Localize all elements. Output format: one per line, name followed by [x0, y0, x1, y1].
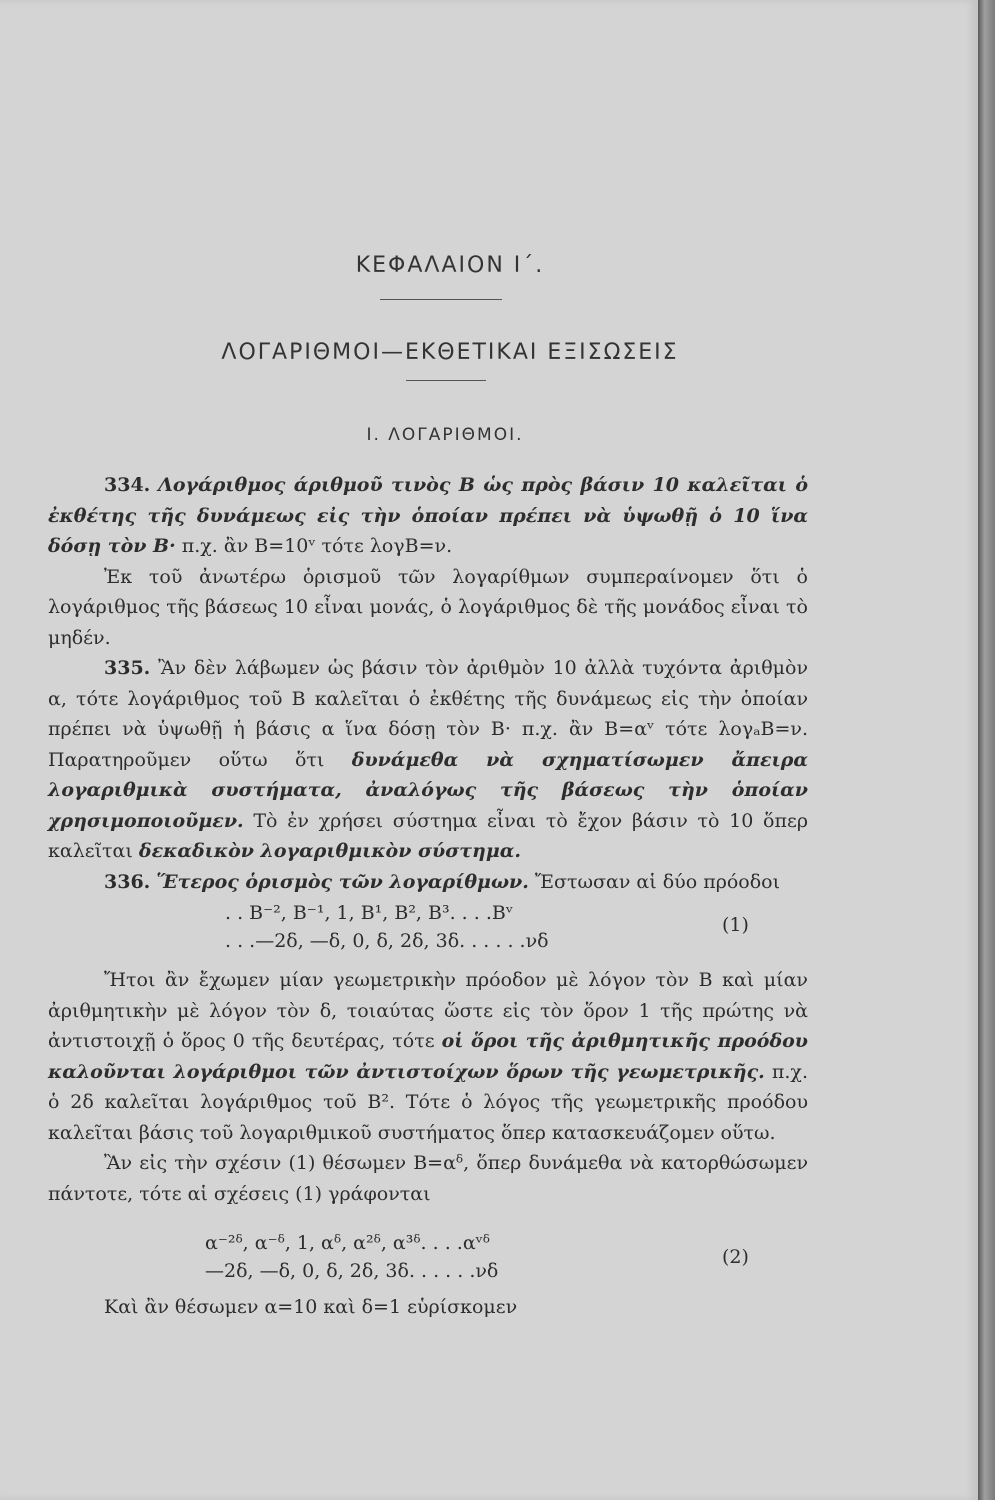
- paragraph-text: Καὶ ἂν θέσωμεν α=10 καὶ δ=1 εὑρίσκομεν: [104, 1296, 518, 1318]
- paragraph-number: 334.: [104, 474, 151, 496]
- example-text: π.χ. ἂν Β=10ᵛ τότε λογΒ=ν.: [181, 535, 453, 557]
- divider: [380, 299, 502, 300]
- equation-2-line-2: —2δ, —δ, 0, δ, 2δ, 3δ. . . . . .νδ: [205, 1260, 499, 1282]
- paragraph-text: Ἂν δὲν λάβωμεν ὡς βάσιν τὸν ἀριθμὸν 10 ἀλλὰ τυχόντα ἀριθμὸν α, τότε λογάριθμος τοῦ Β καλεῖται ὁ ἐκθέτης τῆς δυνάμεως εἰς τὴν ὁποίαν πρέπει νὰ ὑψωθῇ ἡ βάσις α ἵνα δόσῃ τὸν Β· π.χ. ἂν Β=αᵛ τότε λογₐΒ=ν. Παρατηροῦμεν οὕτω ὅτι: [48, 657, 808, 771]
- definition-text: Λογάριθμος άριθμοῦ τινὸς Β ὡς πρὸς βάσιν 10 καλεῖται ὁ ἐκθέτης τῆς δυνάμεως εἰς τὴν ὁποίαν πρέπει νὰ ὑψωθῇ ὁ 10 ἵνα δόσῃ τὸν Β·: [48, 474, 808, 557]
- emphasis-text: οἱ ὅροι τῆς ἀριθμητικῆς προόδου καλοῦνται λογάριθμοι τῶν ἀντιστοίχων ὅρων τῆς γεωμετρικῆς.: [48, 1030, 808, 1083]
- equation-1-line-2: . . .—2δ, —δ, 0, δ, 2δ, 3δ. . . . . .νδ: [225, 930, 549, 952]
- emphasis-text: Ἕτερος ὁρισμὸς τῶν λογαρίθμων.: [156, 870, 529, 893]
- paragraph-text: Ἔστωσαν αἱ δύο πρόοδοι: [534, 870, 781, 893]
- page-edge: [978, 0, 995, 1500]
- equation-1-label: (1): [722, 914, 749, 936]
- paragraph-number: 335.: [104, 657, 151, 679]
- chapter-title: ΛΟΓΑΡΙΘΜΟΙ—ΕΚΘΕΤΙΚΑΙ ΕΞΙΣΩΣΕΙΣ: [221, 340, 679, 365]
- paragraph-text: Τὸ ἐν χρήσει σύστημα εἶναι τὸ ἔχον βάσιν τὸ 10 ὅπερ καλεῖται: [48, 809, 808, 862]
- paragraph-338: Ἂν εἰς τὴν σχέσιν (1) θέσωμεν Β=αᵟ, ὅπερ δυνάμεθα νὰ κατορθώσωμεν πάντοτε, τότε αἱ σχέσεις (1) γράφονται: [48, 1152, 808, 1205]
- paragraph-text: π.χ. ὁ 2δ καλεῖται λογάριθμος τοῦ Β². Τότε ὁ λόγος τῆς γεωμετρικῆς προόδου καλεῖται βάσις τοῦ λογαριθμικοῦ συστήματος ὅπερ κατασκευάζομεν οὕτω.: [48, 1060, 808, 1144]
- paragraph-334-continued: Ἐκ τοῦ ἀνωτέρω ὁρισμοῦ τῶν λογαρίθμων συμπεραίνομεν ὅτι ὁ λογάριθμος τῆς βάσεως 10 εἶναι μονάς, ὁ λογάριθμος δὲ τῆς μονάδος εἶναι τὸ μηδέν.: [48, 565, 808, 649]
- chapter-heading: ΚΕΦΑΛΑΙΟΝ Ι΄.: [355, 253, 545, 278]
- equation-1-line-1: . . Β⁻², Β⁻¹, 1, Β¹, Β², Β³. . . .Βᵛ: [225, 902, 513, 924]
- paragraph-339: [48, 1292, 808, 1323]
- equation-2-label: (2): [722, 1246, 749, 1268]
- emphasis-text: δυνάμεθα νὰ σχηματίσωμεν ἄπειρα λογαριθμικὰ συστήματα, ἀναλόγως τῆς βάσεως τὴν ὁποίαν χρησιμοποιοῦμεν.: [48, 748, 809, 832]
- section-title: Ι. ΛΟΓΑΡΙΘΜΟΙ.: [366, 425, 524, 445]
- paragraph-337: [48, 965, 808, 1209]
- paragraph-number: 336.: [104, 870, 151, 893]
- paragraph-text: Ἤτοι ἂν ἔχωμεν μίαν γεωμετρικὴν πρόοδον μὲ λόγον τὸν Β καὶ μίαν ἀριθμητικὴν μὲ λόγον τὸν δ, τοιαύτας ὥστε εἰς τὸν ὅρον 1 τῆς πρώτης νὰ ἀντιστοιχῇ ὁ ὅρος 0 τῆς δευτέρας, τότε: [48, 969, 808, 1052]
- emphasis-text: δεκαδικὸν λογαριθμικὸν σύστημα.: [138, 840, 521, 862]
- paragraph-334: [48, 470, 808, 897]
- equation-2-line-1: α⁻²ᵟ, α⁻ᵟ, 1, αᵟ, α²ᵟ, α³ᵟ. . . .αᵛᵟ: [205, 1232, 490, 1254]
- divider: [406, 380, 486, 381]
